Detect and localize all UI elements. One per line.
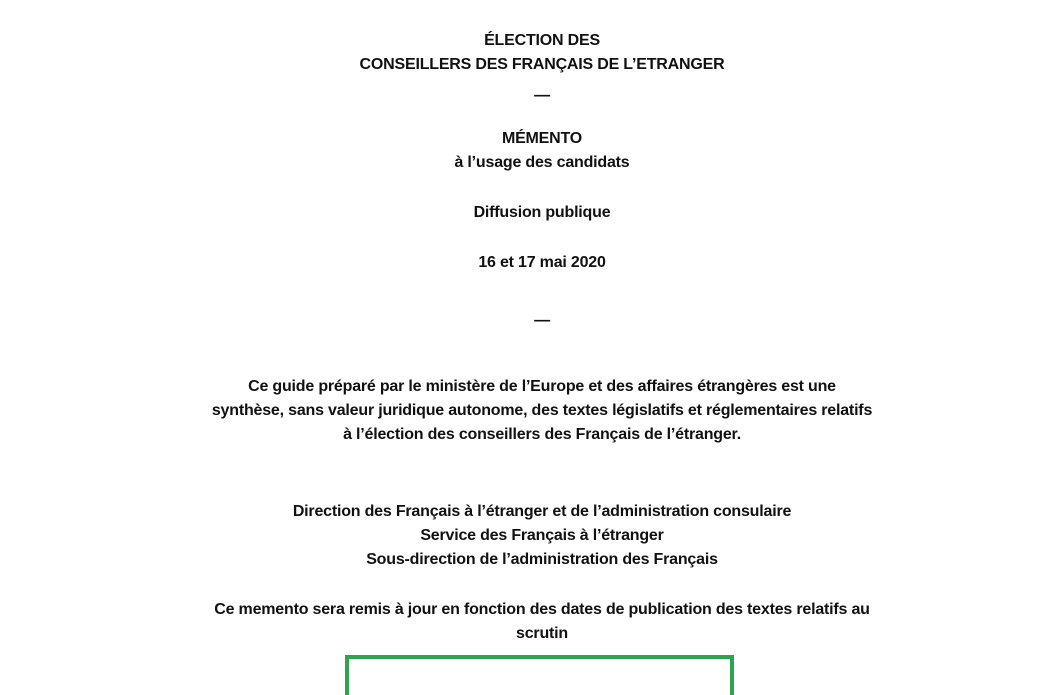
highlight-box — [345, 655, 734, 695]
authority-direction: Direction des Français à l’étranger et de l’administration consulaire — [292, 503, 792, 520]
notice-line-2: scrutin — [516, 625, 568, 642]
title-line-1: ÉLECTION DES — [484, 32, 600, 49]
memento-separator: — — [534, 312, 550, 329]
intro-line-3: à l’élection des conseillers des Français de l’étranger. — [343, 426, 741, 443]
authority-sous-direction: Sous-direction de l’administration des Français — [366, 551, 718, 568]
diffusion-label: Diffusion publique — [473, 204, 611, 221]
authority-service: Service des Français à l’étranger — [420, 527, 664, 544]
memento-subtitle: à l’usage des candidats — [454, 154, 630, 171]
intro-line-2: synthèse, sans valeur juridique autonome, des textes législatifs et réglementaires relatifs — [211, 402, 873, 419]
election-dates: 16 et 17 mai 2020 — [478, 254, 606, 271]
memento-heading: MÉMENTO — [501, 130, 583, 147]
notice-line-1: Ce memento sera remis à jour en fonction des dates de publication des textes relatifs au — [214, 601, 870, 618]
title-separator: — — [534, 87, 550, 104]
intro-line-1: Ce guide préparé par le ministère de l’Europe et des affaires étrangères est une — [248, 378, 836, 395]
title-line-2: CONSEILLERS DES FRANÇAIS DE L’ETRANGER — [359, 56, 725, 73]
